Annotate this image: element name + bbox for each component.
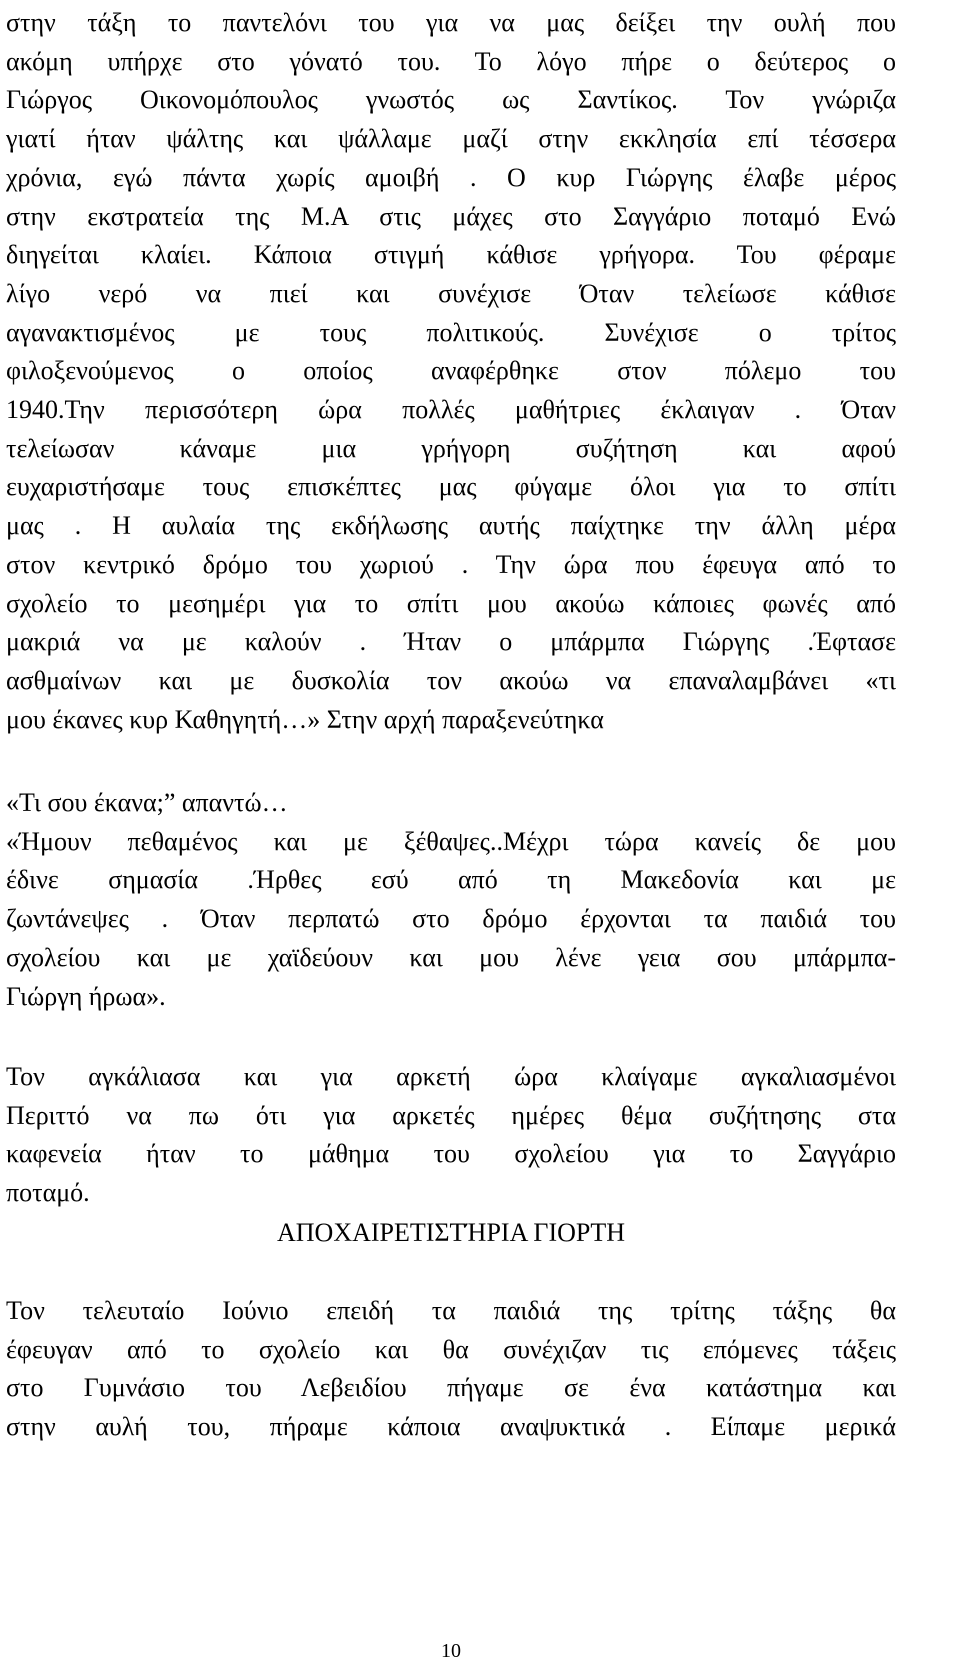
text-line: λίγο νερό να πιεί και συνέχισε Όταν τελείωσε κάθισε (6, 278, 896, 308)
paragraph-4 (6, 1292, 896, 1447)
text-line: σχολείου και με χαϊδεύουν και μου λένε γεια σου μπάρμπα- (6, 942, 896, 972)
text-line: Γιώργος Οικονομόπουλος γνωστός ως Σαντίκος. Τον γνώριζα (6, 85, 896, 115)
text-line: μακριά να με καλούν . Ήταν ο μπάρμπα Γιώργης .Έφτασε (6, 627, 896, 657)
text-line: μου έκανες κυρ Καθηγητή…» Στην αρχή παραξενεύτηκα (6, 704, 604, 734)
document-page (6, 0, 896, 1673)
text-line: ακόμη υπήρχε στο γόνατό του. Το λόγο πήρε ο δεύτερος ο (6, 46, 896, 76)
text-line: μας . Η αυλαία της εκδήλωσης αυτής παίχτηκε την άλλη μέρα (6, 511, 896, 541)
paragraph-1 (6, 4, 896, 739)
text-line: ασθμαίνων και με δυσκολία τον ακούω να επαναλαμβάνει «τι (6, 665, 896, 695)
text-line: σχολείο το μεσημέρι για το σπίτι μου ακούω κάποιες φωνές από (6, 588, 896, 618)
text-line: στην αυλή του, πήραμε κάποια αναψυκτικά . Είπαμε μερικά (6, 1412, 896, 1442)
text-line: ευχαριστήσαμε τους επισκέπτες μας φύγαμε όλοι για το σπίτι (6, 472, 896, 502)
text-line: έφευγαν από το σχολείο και θα συνέχιζαν τις επόμενες τάξεις (6, 1334, 896, 1364)
section-heading: ΑΠΟΧΑΙΡΕΤΙΣΤΉΡΙΑ ΓΙΟΡΤΗ (277, 1218, 625, 1247)
paragraph-2 (6, 784, 896, 1016)
text-line: φιλοξενούμενος ο οποίος αναφέρθηκε στον πόλεμο του (6, 356, 896, 386)
text-line: αγανακτισμένος με τους πολιτικούς. Συνέχισε ο τρίτος (6, 317, 896, 347)
text-line: στο Γυμνάσιο του Λεβειδίου πήγαμε σε ένα κατάστημα και (6, 1373, 896, 1403)
text-line: τελείωσαν κάναμε μια γρήγορη συζήτηση και αφού (6, 433, 896, 463)
text-line: Γιώργη ήρωα». (6, 981, 166, 1011)
text-line: 1940.Την περισσότερη ώρα πολλές μαθήτριες έκλαιγαν . Όταν (6, 395, 896, 425)
text-line: καφενεία ήταν το μάθημα του σχολείου για το Σαγγάριο (6, 1139, 896, 1169)
text-line: χρόνια, εγώ πάντα χωρίς αμοιβή . Ο κυρ Γιώργης έλαβε μέρος (6, 162, 896, 192)
text-line: Τον τελευταίο Ιούνιο επειδή τα παιδιά της τρίτης τάξης θα (6, 1296, 896, 1325)
text-line: γιατί ήταν ψάλτης και ψάλλαμε μαζί στην εκκλησία επί τέσσερα (6, 124, 896, 154)
text-line: στον κεντρικό δρόμο του χωριού . Την ώρα που έφευγα από το (6, 549, 896, 579)
text-line: Τον αγκάλιασα και για αρκετή ώρα κλαίγαμε αγκαλιασμένοι (6, 1062, 896, 1091)
text-line: «Τι σου έκανα;” απαντώ… (6, 788, 288, 817)
text-line: Περιττό να πω ότι για αρκετές ημέρες θέμα συζήτησης στα (6, 1100, 896, 1130)
text-line: έδινε σημασία .Ήρθες εσύ από τη Μακεδονία και με (6, 865, 896, 895)
text-line: διηγείται κλαίει. Κάποια στιγμή κάθισε γρήγορα. Του φέραμε (6, 240, 896, 270)
text-line: «Ήμουν πεθαμένος και με ξέθαψες..Μέχρι τώρα κανείς δε μου (6, 826, 896, 856)
text-line: στην εκστρατεία της Μ.Α στις μάχες στο Σαγγάριο ποταμό Ενώ (6, 201, 896, 231)
page-number: 10 (441, 1640, 461, 1662)
text-line: ζωντάνεψες . Όταν περπατώ στο δρόμο έρχονται τα παιδιά του (6, 904, 896, 934)
text-line: στην τάξη το παντελόνι του για να μας δείξει την ουλή που (6, 8, 896, 37)
paragraph-3 (6, 1058, 896, 1213)
text-line: ποταμό. (6, 1178, 90, 1208)
